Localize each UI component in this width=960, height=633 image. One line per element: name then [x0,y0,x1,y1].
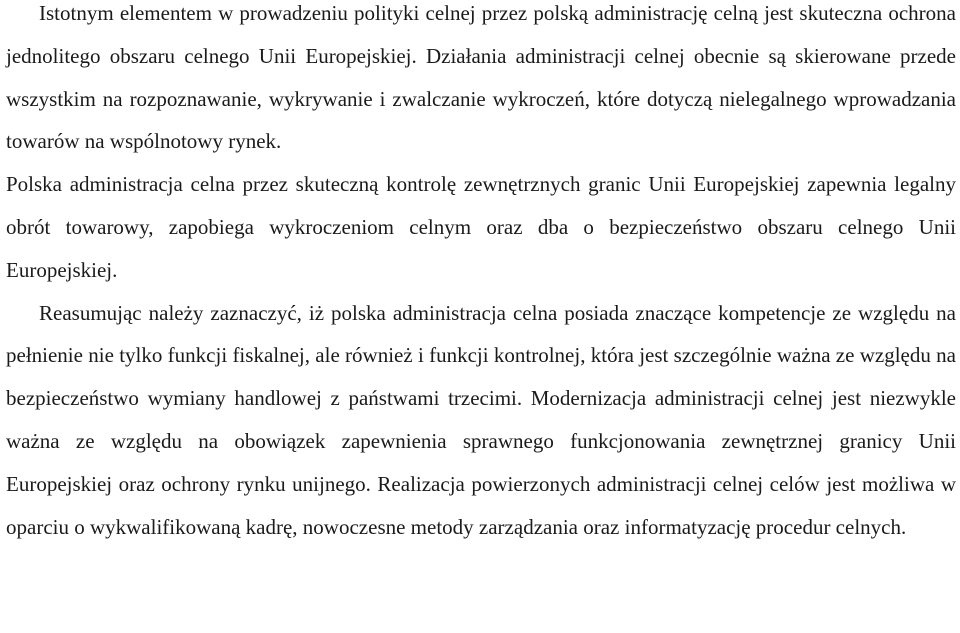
paragraph-customs-policy: Istotnym elementem w prowadzeniu polityki celnej przez polską administrację celną jest skuteczna ochrona jednolitego obszaru celnego Unii Europejskiej. Działania administracji celnej obecnie są skierowane przede wszystkim na rozpoznawanie, wykrywanie i zwalczanie wykroczeń, które dotyczą nielegalnego wprowadzania towarów na wspólnotowy rynek. [6,1,956,154]
paragraph-border-control: Polska administracja celna przez skuteczną kontrolę zewnętrznych granic Unii Europejskiej zapewnia legalny obrót towarowy, zapobiega wykroczeniom celnym oraz dba o bezpieczeństwo obszaru celnego Unii Europejskiej. [6,172,956,282]
paragraph-summary: Reasumując należy zaznaczyć, iż polska administracja celna posiada znaczące kompetencje ze względu na pełnienie nie tylko funkcji fiskalnej, ale również i funkcji kontrolnej, która jest szczególnie ważna ze względu na bezpieczeństwo wymiany handlowej z państwami trzecimi. Modernizacja administracji celnej jest niezwykle ważna ze względu na obowiązek zapewnienia sprawnego funkcjonowania zewnętrznej granicy Unii Europejskiej oraz ochrony rynku unijnego. Realizacja powierzonych administracji celnej celów jest możliwa w oparciu o wykwalifikowaną kadrę, nowoczesne metody zarządzania oraz informatyzację procedur celnych. [6,300,956,539]
document-body [6,0,956,548]
